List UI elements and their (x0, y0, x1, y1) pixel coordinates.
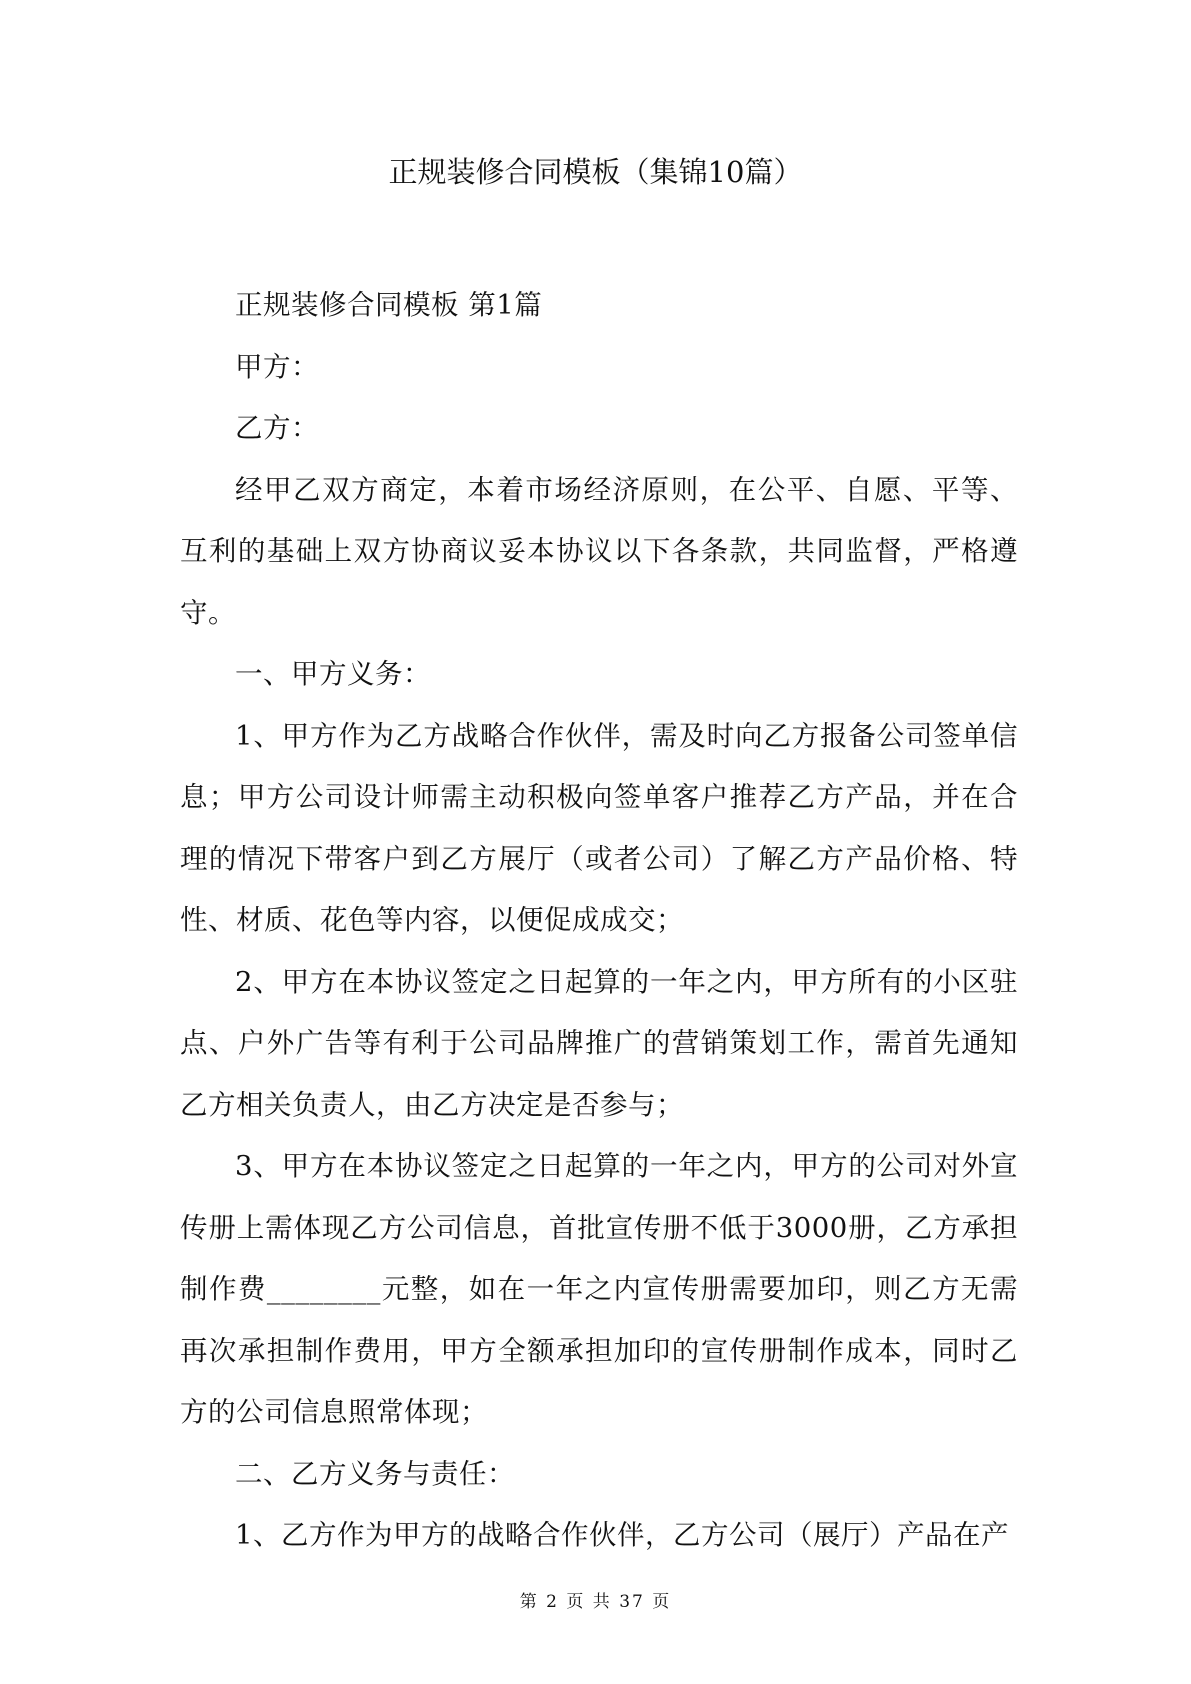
party-b-line: 乙方： (235, 412, 319, 444)
clause-paragraph: 1、乙方作为甲方的战略合作伙伴，乙方公司（展厅）产品在产 (235, 1519, 1009, 1551)
clause-heading-party-a: 一、甲方义务： (235, 658, 431, 690)
party-a-line: 甲方： (235, 350, 319, 383)
clause-paragraph: 1、甲方作为乙方战略合作伙伴，需及时向乙方报备公司签单信息；甲方公司设计师需主动积极向签单客户推荐乙方产品，并在合理的情况下带客户到乙方展厅（或者公司）了解乙方产品价格、特性、材质、花色等内容，以便促成成交； (180, 719, 1018, 936)
document-title: 正规装修合同模板（集锦10篇） (388, 155, 803, 189)
clause-heading-party-b: 二、乙方义务与责任： (235, 1457, 515, 1490)
clause-paragraph: 3、甲方在本协议签定之日起算的一年之内，甲方的公司对外宣传册上需体现乙方公司信息，首批宣传册不低于3000册，乙方承担制作费________元整，如在一年之内宣传册需要加印，则乙方无需再次承担制作费用，甲方全额承担加印的宣传册制作成本，同时乙方的公司信息照常体现； (180, 1150, 1018, 1428)
section-heading: 正规装修合同模板 第1篇 (235, 289, 543, 321)
document-body (180, 275, 1018, 1567)
clause-paragraph: 2、甲方在本协议签定之日起算的一年之内，甲方所有的小区驻点、户外广告等有利于公司品牌推广的营销策划工作，需首先通知乙方相关负责人，由乙方决定是否参与； (180, 965, 1018, 1121)
preamble-paragraph: 经甲乙双方商定，本着市场经济原则，在公平、自愿、平等、互利的基础上双方协商议妥本协议以下各条款，共同监督，严格遵守。 (180, 473, 1018, 629)
page-footer: 第 2 页 共 37 页 (519, 1592, 672, 1612)
